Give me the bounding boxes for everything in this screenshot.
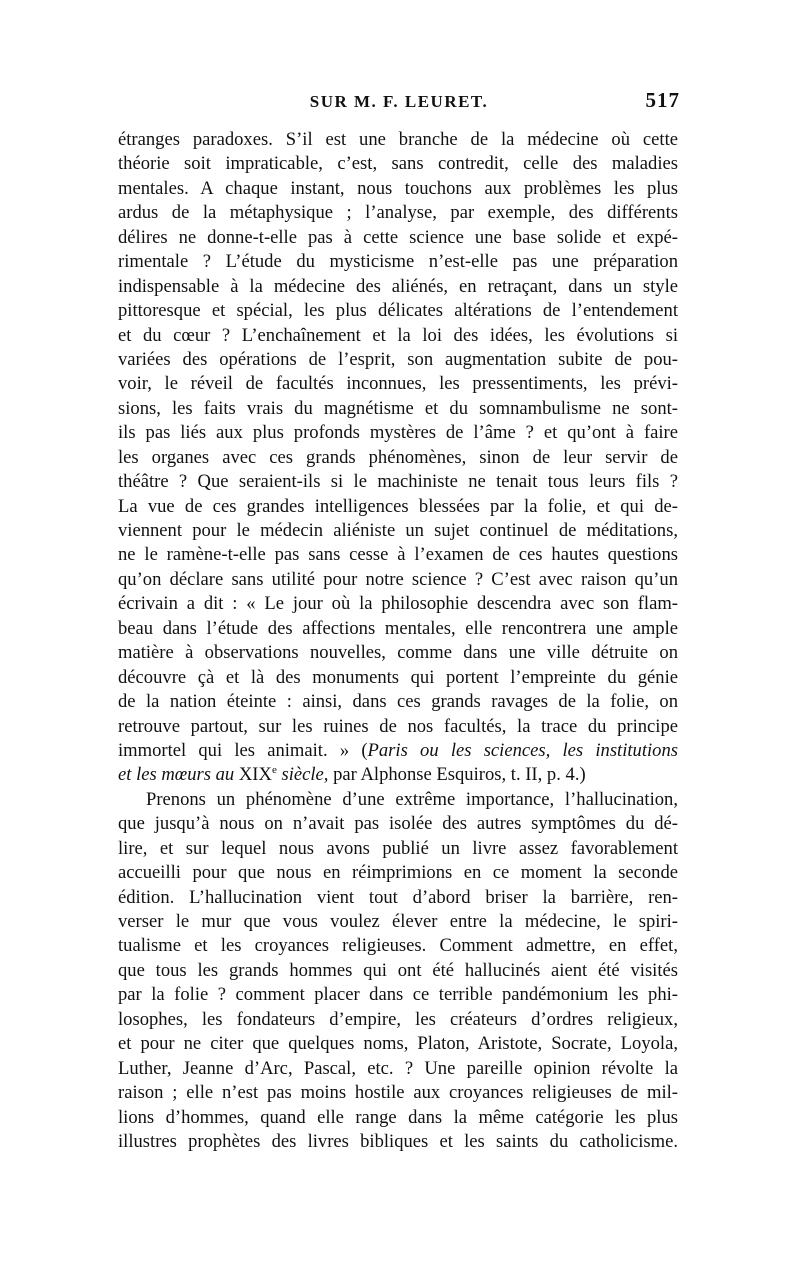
text-line: variées des opérations de l’esprit, son augmentation subite de pou- xyxy=(118,348,678,370)
text-line: qu’on déclare sans utilité pour notre science ? C’est avec raison qu’un xyxy=(118,568,678,590)
century-numeral: XIX xyxy=(238,764,272,786)
text-line: étranges paradoxes. S’il est une branche de la médecine où cette xyxy=(118,129,678,150)
text-line: de la nation éteinte : ainsi, dans ces grands ravages de la folie, on xyxy=(118,691,678,713)
running-head xyxy=(118,88,680,118)
text-line: écrivain a dit : « Le jour où la philosophie descendra avec son flam- xyxy=(118,593,678,615)
page-number: 517 xyxy=(645,88,680,112)
text-line: beau dans l’étude des affections mentales, elle rencontrera une ample xyxy=(118,617,678,639)
text-line: La vue de ces grandes intelligences blessées par la folie, et qui de- xyxy=(118,495,678,517)
citation-line-2 xyxy=(118,763,678,787)
text-line: indispensable à la médecine des aliénés, en retraçant, dans un style xyxy=(118,275,678,297)
text-line: édition. L’hallucination vient tout d’abord briser la barrière, ren- xyxy=(118,886,678,908)
citation-line-1 xyxy=(118,739,678,763)
text-line: verser le mur que vous voulez élever entre la médecine, le spiri- xyxy=(118,911,678,932)
citation-title-cont: et les mœurs au xyxy=(118,764,235,786)
text-line: rimentale ? L’étude du mysticisme n’est-elle pas une préparation xyxy=(118,251,678,273)
text-line: lire, et sur lequel nous avons publié un livre assez favorablement xyxy=(118,837,678,859)
text-line: les organes avec ces grands phénomènes, sinon de leur servir de xyxy=(118,446,678,468)
running-title: SUR M. F. LEURET. xyxy=(309,92,489,111)
text-line: viennent pour le médecin aliéniste un sujet continuel de méditations, xyxy=(118,520,678,541)
text-line: et du cœur ? L’enchaînement et la loi des idées, les évolutions si xyxy=(118,324,678,346)
text-line: que tous les grands hommes qui ont été hallucinés aient été visités xyxy=(118,959,678,981)
text-line: sions, les faits vrais du magnétisme et du somnambulisme ne sont- xyxy=(118,397,678,419)
text-line: tualisme et les croyances religieuses. Comment admettre, en effet, xyxy=(118,935,678,957)
text-line: ne le ramène-t-elle pas sans cesse à l’examen de ces hautes questions xyxy=(118,544,678,566)
body-text xyxy=(118,128,678,1154)
text-line: pittoresque et spécial, les plus délicates altérations de l’entendement xyxy=(118,300,678,322)
text-line: accueilli pour que nous en réimprimions en ce moment la seconde xyxy=(118,862,678,884)
citation-rest: par Alphonse Esquiros, t. II, p. 4.) xyxy=(333,764,586,786)
text-line: ils pas liés aux plus profonds mystères de l’âme ? et qu’ont à faire xyxy=(118,422,678,444)
text-line: raison ; elle n’est pas moins hostile aux croyances religieuses de mil- xyxy=(118,1082,678,1104)
citation-title-end: siècle, xyxy=(281,764,329,786)
text-line: par la folie ? comment placer dans ce terrible pandémonium les phi- xyxy=(118,984,678,1006)
text-line: théâtre ? Que seraient-ils si le machiniste ne tenait tous leurs fils ? xyxy=(118,471,678,493)
text-line: illustres prophètes des livres bibliques et les saints du catholicisme. xyxy=(118,1130,678,1152)
text-line: et pour ne citer que quelques noms, Platon, Aristote, Socrate, Loyola, xyxy=(118,1033,678,1055)
text-line: lions d’hommes, quand elle range dans la même catégorie les plus xyxy=(118,1106,678,1128)
text-line: découvre çà et là des monuments qui portent l’empreinte du génie xyxy=(118,666,678,688)
text-line: théorie soit impraticable, c’est, sans contredit, celle des maladies xyxy=(118,153,678,175)
text-line: matière à observations nouvelles, comme dans une ville détruite on xyxy=(118,642,678,664)
text-line: délires ne donne-t-elle pas à cette science une base solide et expé- xyxy=(118,226,678,248)
text-line: ardus de la métaphysique ; l’analyse, par exemple, des différents xyxy=(118,202,678,224)
text-line: mentales. A chaque instant, nous touchons aux problèmes les plus xyxy=(118,177,678,199)
text-line: que jusqu’à nous on n’avait pas isolée des autres symptômes du dé- xyxy=(118,813,678,835)
citation-open: ( xyxy=(361,739,368,761)
text-line: losophes, les fondateurs d’empire, les créateurs d’ordres religieux, xyxy=(118,1008,678,1030)
century-superscript: e xyxy=(271,764,277,777)
paragraph-start: Prenons un phénomène d’une extrême importance, l’hallucination, xyxy=(146,788,678,810)
text-line: Luther, Jeanne d’Arc, Pascal, etc. ? Une pareille opinion révolte la xyxy=(118,1057,678,1079)
text-fragment: immortel qui les animait. » xyxy=(118,739,362,761)
text-line: voir, le réveil de facultés inconnues, les pressentiments, les prévi- xyxy=(118,373,678,395)
text-line: retrouve partout, sur les ruines de nos facultés, la trace du principe xyxy=(118,715,678,737)
citation-title: Paris ou les sciences, les institutions xyxy=(367,739,679,761)
